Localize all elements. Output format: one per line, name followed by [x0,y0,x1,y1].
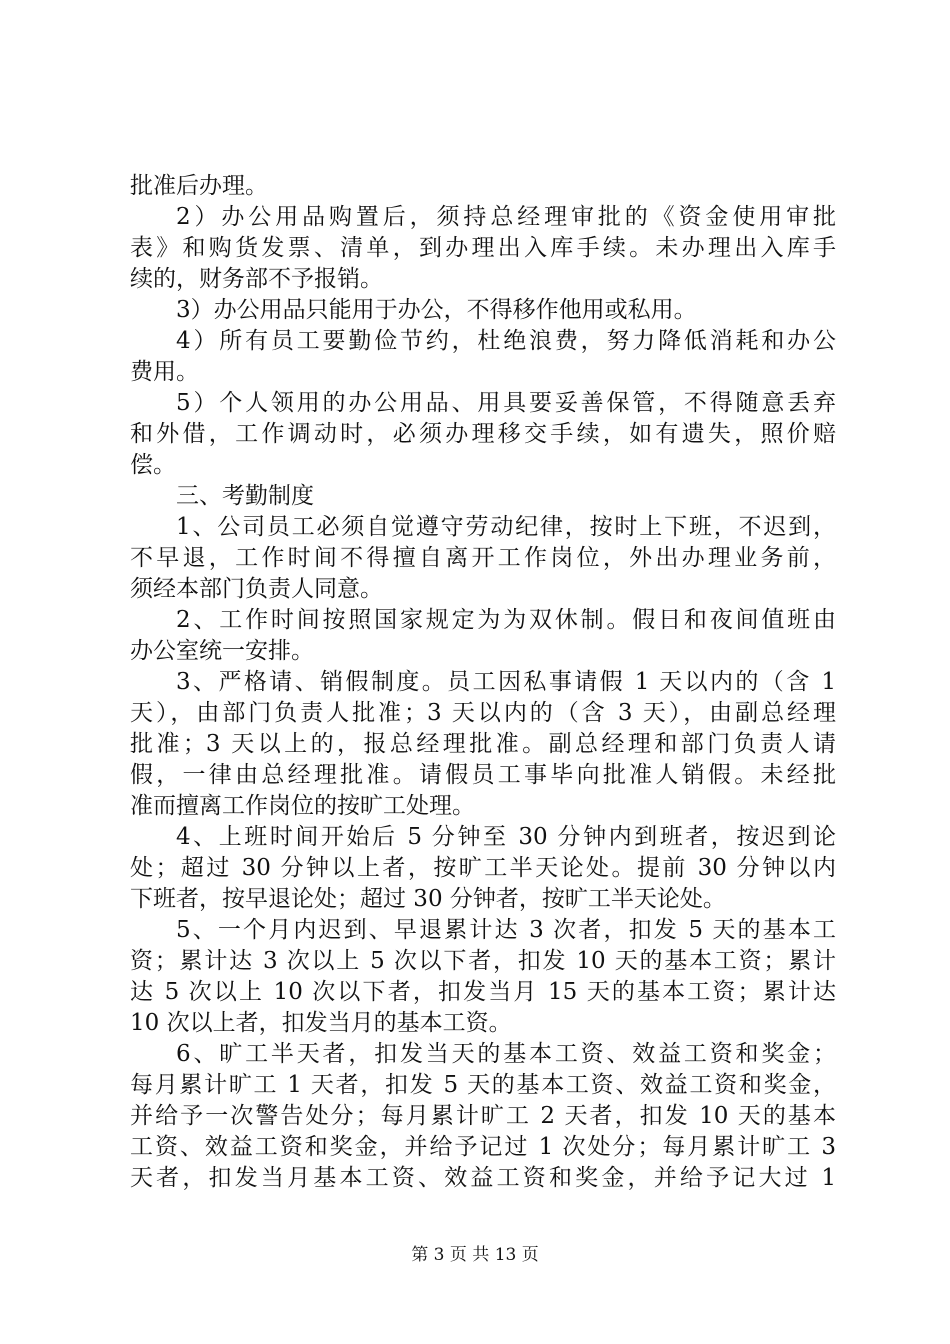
page-number: 第 3 页 共 13 页 [411,1245,539,1265]
text-line: 4）所有员工要勤俭节约，杜绝浪费，努力降低消耗和办公 [176,328,836,354]
text-line: 并给予一次警告处分；每月累计旷工 2 天者，扣发 10 天的基本 [130,1103,836,1129]
text-line: 3）办公用品只能用于办公，不得移作他用或私用。 [176,297,697,323]
text-line: 天者，扣发当月基本工资、效益工资和奖金，并给予记大过 1 [130,1165,836,1191]
text-line: 每月累计旷工 1 天者，扣发 5 天的基本工资、效益工资和奖金， [130,1072,836,1098]
document-body [130,171,836,1194]
text-line: 和外借，工作调动时，必须办理移交手续，如有遗失，照价赔 [130,421,836,447]
text-line: 下班者，按早退论处；超过 30 分钟者，按旷工半天论处。 [130,886,726,912]
text-line: 偿。 [130,452,176,478]
text-line: 批准；3 天以上的，报总经理批准。副总经理和部门负责人请 [130,731,836,757]
text-line: 处；超过 30 分钟以上者，按旷工半天论处。提前 30 分钟以内 [130,855,836,881]
text-line: 假，一律由总经理批准。请假员工事毕向批准人销假。未经批 [130,762,836,788]
text-line: 费用。 [130,359,199,385]
text-line: 2）办公用品购置后，须持总经理审批的《资金使用审批 [176,204,836,230]
text-line: 工资、效益工资和奖金，并给予记过 1 次处分；每月累计旷工 3 [130,1134,836,1160]
text-line: 1、公司员工必须自觉遵守劳动纪律，按时上下班，不迟到， [176,514,836,540]
text-line: 须经本部门负责人同意。 [130,576,383,602]
text-line: 10 次以上者，扣发当月的基本工资。 [130,1010,512,1036]
text-line: 续的，财务部不予报销。 [130,266,383,292]
text-line: 4、上班时间开始后 5 分钟至 30 分钟内到班者，按迟到论 [176,824,836,850]
text-line: 准而擅离工作岗位的按旷工处理。 [130,793,475,819]
text-line: 办公室统一安排。 [130,638,314,664]
section-heading: 三、考勤制度 [176,483,314,509]
text-line: 2、工作时间按照国家规定为为双休制。假日和夜间值班由 [176,607,836,633]
text-line: 不早退，工作时间不得擅自离开工作岗位，外出办理业务前， [130,545,836,571]
text-line: 6、旷工半天者，扣发当天的基本工资、效益工资和奖金； [176,1041,836,1067]
text-line: 5、一个月内迟到、早退累计达 3 次者，扣发 5 天的基本工 [176,917,836,943]
text-line: 资；累计达 3 次以上 5 次以下者，扣发 10 天的基本工资；累计 [130,948,836,974]
text-line: 5）个人领用的办公用品、用具要妥善保管，不得随意丢弃 [176,390,836,416]
text-line: 3、严格请、销假制度。员工因私事请假 1 天以内的（含 1 [176,669,836,695]
text-line: 达 5 次以上 10 次以下者，扣发当月 15 天的基本工资；累计达 [130,979,836,1005]
text-line: 表》和购货发票、清单，到办理出入库手续。未办理出入库手 [130,235,836,261]
text-line: 批准后办理。 [130,173,268,199]
text-line: 天），由部门负责人批准；3 天以内的（含 3 天），由副总经理 [130,700,836,726]
